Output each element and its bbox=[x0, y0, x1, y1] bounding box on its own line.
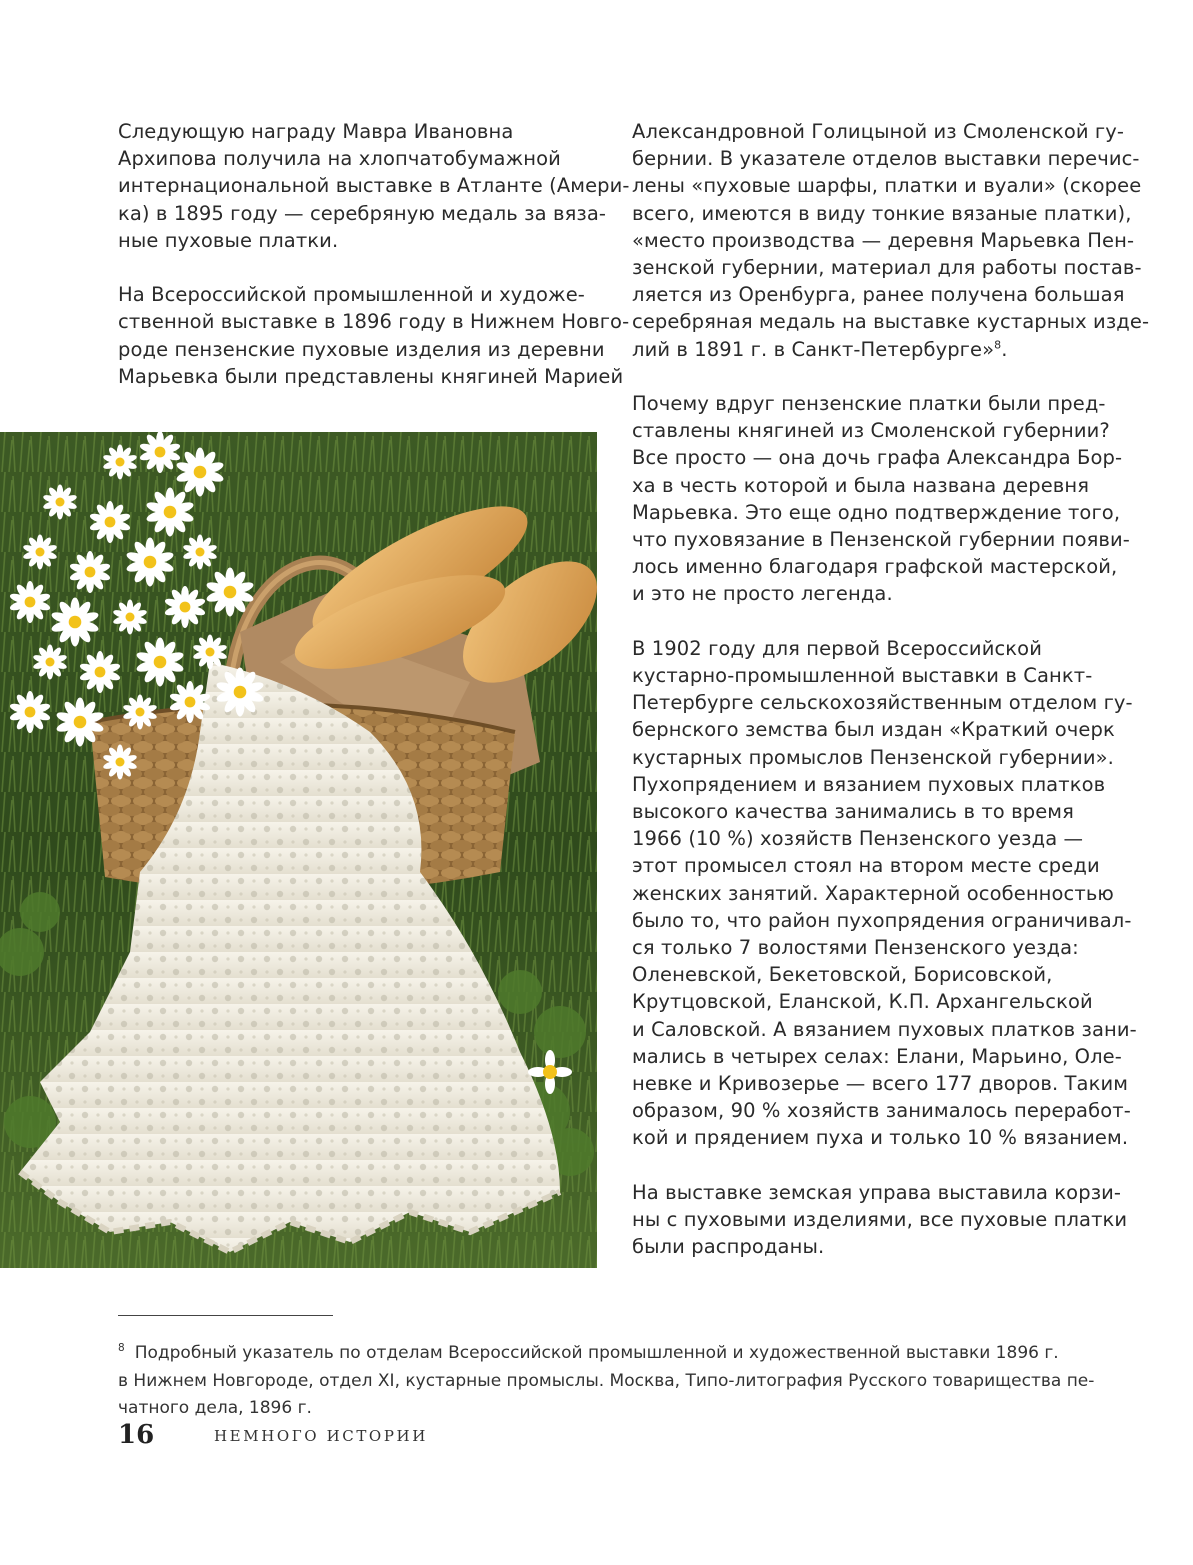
text-line: серебряная медаль на выставке кустарных изде- bbox=[632, 310, 1150, 334]
paragraph bbox=[632, 1179, 1128, 1261]
text-line: кустарных промыслов Пензенской губернии». bbox=[632, 745, 1114, 769]
paragraph bbox=[632, 118, 1150, 363]
text-line: было то, что район пухопрядения ограничивал- bbox=[632, 908, 1132, 932]
text-line: образом, 90 % хозяйств занималось переработ- bbox=[632, 1099, 1131, 1123]
text-line: бернского земства был издан «Краткий очерк bbox=[632, 718, 1115, 742]
footnote-divider bbox=[118, 1315, 333, 1316]
text-line: В 1902 году для первой Всероссийской bbox=[632, 636, 1042, 660]
left-text-column bbox=[118, 118, 630, 417]
text-line: интернациональной выставке в Атланте (Амери- bbox=[118, 174, 630, 198]
photo-basket-with-shawl bbox=[0, 432, 597, 1268]
footnote-reference[interactable]: 8 bbox=[994, 338, 1002, 352]
text-line: Марьевка. Это еще одно подтверждение того, bbox=[632, 500, 1121, 524]
text-line: всего, имеются в виду тонкие вязаные платки), bbox=[632, 201, 1132, 225]
right-text-column bbox=[632, 118, 1150, 1288]
text-line: высокого качества занимались в то время bbox=[632, 800, 1074, 824]
text-line: «место производства — деревня Марьевка Пен- bbox=[632, 228, 1135, 252]
text-line: Почему вдруг пензенские платки были пред- bbox=[632, 392, 1106, 416]
footnote-line bbox=[118, 1395, 1098, 1423]
paragraph bbox=[118, 118, 630, 254]
text-line: кустарно-промышленной выставки в Санкт- bbox=[632, 664, 1093, 688]
text-line: Крутцовской, Еланской, К.П. Архангельской bbox=[632, 990, 1093, 1014]
footnote-number: 8 bbox=[118, 1342, 125, 1355]
text-line: кой и прядением пуха и только 10 % вязанием. bbox=[632, 1126, 1129, 1150]
paragraph bbox=[118, 281, 630, 390]
text-line: невке и Кривозерье — всего 177 дворов. Таким bbox=[632, 1072, 1129, 1096]
text-line: Все просто — она дочь графа Александра Бор- bbox=[632, 446, 1123, 470]
text-line: Александровной Голицыной из Смоленской гу- bbox=[632, 120, 1125, 143]
text-line: женских занятий. Характерной особенностью bbox=[632, 881, 1114, 905]
text-line: что пуховязание в Пензенской губернии появи- bbox=[632, 528, 1130, 552]
text-line: роде пензенские пуховые изделия из деревни bbox=[118, 337, 605, 361]
text-line: Архипова получила на хлопчатобумажной bbox=[118, 147, 561, 171]
text-line: ственной выставке в 1896 году в Нижнем Новго- bbox=[118, 310, 630, 334]
text-line: Оленевской, Бекетовской, Борисовской, bbox=[632, 963, 1053, 987]
text-line: Пухопрядением и вязанием пуховых платков bbox=[632, 772, 1106, 796]
text-line: лены «пуховые шарфы, платки и вуали» (скорее bbox=[632, 174, 1142, 198]
text-line: лий в 1891 г. в Санкт-Петербурге» bbox=[632, 337, 995, 361]
text-line bbox=[632, 336, 1112, 363]
text-line: лось именно благодаря графской мастерской, bbox=[632, 555, 1118, 579]
text-line: 1966 (10 %) хозяйств Пензенского уезда — bbox=[632, 827, 1084, 851]
text-line: На выставке земская управа выставила корзи- bbox=[632, 1180, 1122, 1204]
text-line: Марьевка были представлены княгиней Марией bbox=[118, 364, 624, 388]
footnote-text: Подробный указатель по отделам Всероссийской промышленной и художественной выставки 1896 г. bbox=[134, 1343, 1059, 1363]
text-line: зенской губернии, материал для работы постав- bbox=[632, 256, 1142, 280]
photo-icon bbox=[0, 432, 597, 1268]
text-line: ны с пуховыми изделиями, все пуховые платки bbox=[632, 1208, 1128, 1232]
footnote-text: в Нижнем Новгороде, отдел XI, кустарные промыслы. Москва, Типо-литография Русского товарищества пе- bbox=[118, 1370, 1095, 1391]
footnote bbox=[118, 1340, 1098, 1423]
text-line-end: . bbox=[1001, 337, 1008, 361]
footnote-text: чатного дела, 1896 г. bbox=[118, 1398, 312, 1418]
text-line: ха в честь которой и была названа деревня bbox=[632, 473, 1090, 497]
page-number: 16 bbox=[118, 1420, 155, 1450]
text-line: ка) в 1895 году — серебряную медаль за вяза- bbox=[118, 201, 607, 225]
text-line: мались в четырех селах: Елани, Марьино, Оле- bbox=[632, 1044, 1122, 1068]
footnote-line bbox=[118, 1368, 1098, 1396]
text-line: бернии. В указателе отделов выставки перечис- bbox=[632, 147, 1140, 171]
text-line: и это не просто легенда. bbox=[632, 582, 893, 606]
text-line: этот промысел стоял на втором месте среди bbox=[632, 854, 1100, 878]
text-line: Следующую награду Мавра Ивановна bbox=[118, 120, 514, 143]
footnote-line bbox=[118, 1340, 1098, 1368]
text-line: ся только 7 волостями Пензенского уезда: bbox=[632, 936, 1079, 960]
paragraph bbox=[632, 390, 1130, 608]
text-line: Петербурге сельскохозяйственным отделом гу- bbox=[632, 691, 1133, 715]
text-line: ные пуховые платки. bbox=[118, 228, 339, 252]
text-line: были распроданы. bbox=[632, 1235, 825, 1259]
text-line: ляется из Оренбурга, ранее получена большая bbox=[632, 283, 1125, 307]
text-line: На Всероссийской промышленной и художе- bbox=[118, 283, 585, 307]
text-line: и Саловской. А вязанием пуховых платков зани- bbox=[632, 1017, 1137, 1041]
paragraph bbox=[632, 635, 1137, 1152]
text-line: ставлены княгиней из Смоленской губернии? bbox=[632, 419, 1110, 443]
running-head: НЕМНОГО ИСТОРИИ bbox=[214, 1427, 428, 1445]
